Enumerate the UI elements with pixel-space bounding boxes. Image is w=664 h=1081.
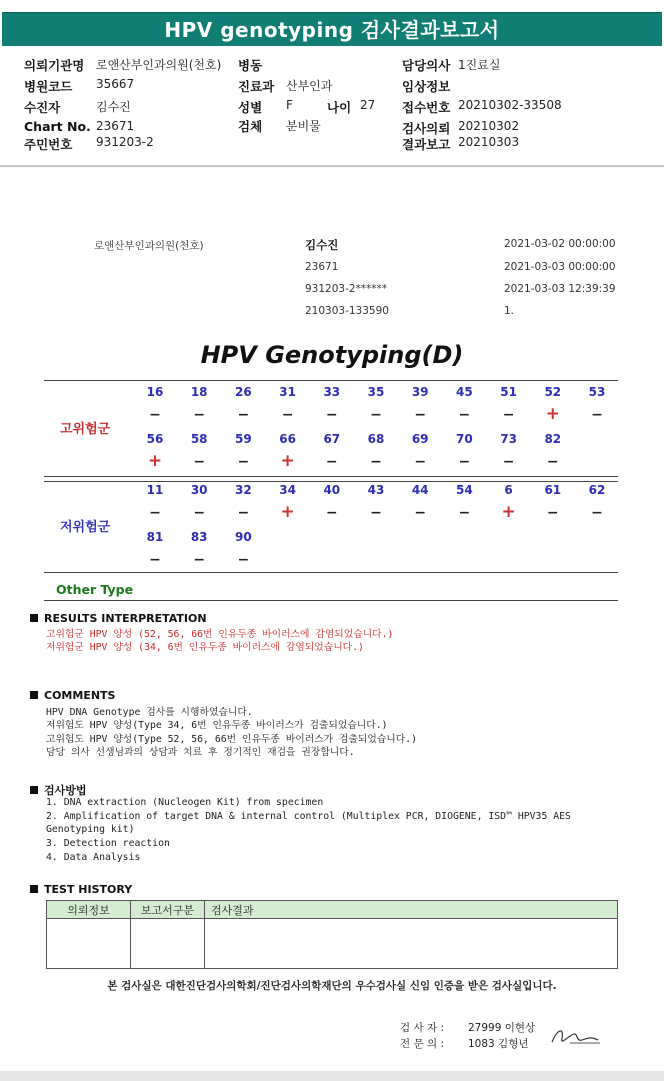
- genotype-number: 43: [367, 483, 385, 497]
- header-id: 931203-2******: [305, 283, 388, 295]
- results-line: 고위험군 HPV 양성 (52, 56, 66번 인유두종 바이러스에 감염되었습니다.): [46, 629, 394, 640]
- method-line: 3. Detection reaction: [46, 838, 170, 849]
- header-institution: 로앤산부인과의원(천호): [94, 240, 204, 252]
- genotype-negative-mark: −: [325, 454, 338, 470]
- request-label: 검사의뢰: [402, 121, 451, 136]
- genotype-positive-mark: +: [280, 502, 295, 522]
- genotype-number: 83: [190, 530, 208, 544]
- institution-value: 로앤산부인과의원(천호): [96, 58, 222, 72]
- sex-label: 성별: [238, 100, 263, 115]
- genotype-number: 26: [235, 385, 252, 399]
- genotype-negative-mark: −: [458, 505, 471, 521]
- genotype-number: 82: [544, 432, 562, 446]
- genotype-number: 35: [367, 385, 385, 399]
- genotype-negative-mark: −: [591, 407, 603, 423]
- results-heading: [30, 612, 207, 625]
- genotype-number: 54: [456, 483, 473, 497]
- footer-band: [0, 1071, 664, 1081]
- history-row: [47, 919, 618, 969]
- square-bullet-icon: [30, 614, 38, 622]
- genotype-number: 58: [190, 432, 208, 446]
- tester-value: 27999 이현상: [468, 1022, 536, 1034]
- genotype-number: 66: [279, 432, 296, 446]
- genotype-negative-mark: −: [546, 454, 559, 470]
- header-date1: 2021-03-02 00:00:00: [504, 238, 616, 250]
- comments-heading: [30, 689, 115, 702]
- genotype-negative-mark: −: [502, 454, 515, 470]
- receipt-value: 20210302-33508: [458, 98, 562, 112]
- genotype-negative-mark: −: [193, 505, 206, 521]
- patient-info-panel: [0, 48, 664, 166]
- genotype-number: 52: [544, 385, 562, 399]
- specialist-value: 1083 김형년: [468, 1038, 529, 1050]
- genotype-number: 39: [411, 385, 429, 399]
- genotype-number: 90: [235, 530, 252, 544]
- genotype-number: 11: [146, 483, 164, 497]
- specimen-label: 검체: [238, 119, 263, 134]
- doctor-label: 담당의사: [402, 58, 451, 73]
- report-title: HPV genotyping 검사결과보고서: [164, 18, 500, 42]
- genotype-negative-mark: −: [502, 407, 515, 423]
- divider: [44, 476, 618, 477]
- genotype-negative-mark: −: [281, 407, 294, 423]
- genotype-number: 59: [235, 432, 252, 446]
- divider: [44, 572, 618, 573]
- method-line: 1. DNA extraction (Nucleogen Kit) from specimen: [46, 797, 324, 808]
- specialist-label: 전 문 의 :: [400, 1038, 444, 1050]
- request-value: 20210302: [458, 119, 520, 133]
- genotype-negative-mark: −: [193, 552, 206, 568]
- divider: [44, 600, 618, 601]
- genotype-positive-mark: +: [545, 404, 560, 424]
- genotype-negative-mark: −: [370, 454, 382, 470]
- header-name: 김수진: [305, 238, 339, 252]
- genotype-number: 61: [544, 483, 562, 497]
- genotype-negative-mark: −: [237, 505, 250, 521]
- clinical-label: 임상정보: [402, 79, 451, 94]
- genotype-negative-mark: −: [193, 454, 206, 470]
- history-cell: [47, 919, 131, 969]
- genotype-negative-mark: −: [458, 454, 471, 470]
- genotype-negative-mark: −: [149, 407, 161, 423]
- history-table: [46, 900, 618, 969]
- report-document: [0, 166, 664, 1071]
- header-sample: 210303-133590: [305, 305, 389, 317]
- header-date2: 2021-03-03 00:00:00: [504, 261, 616, 273]
- genotype-negative-mark: −: [149, 505, 161, 521]
- comment-line: 담당 의사 선생님과의 상담과 치료 후 정기적인 재검을 권장합니다.: [46, 747, 355, 758]
- genotype-number: 56: [146, 432, 164, 446]
- genotype-negative-mark: −: [414, 505, 427, 521]
- history-header-row: [47, 901, 618, 919]
- genotype-positive-mark: +: [280, 451, 295, 471]
- signature-scribble-icon: [548, 1026, 604, 1048]
- comment-line: HPV DNA Genotype 검사를 시행하였습니다.: [46, 707, 253, 718]
- title-band: [2, 12, 662, 46]
- department-label: 진료과: [238, 79, 275, 94]
- receipt-label: 접수번호: [402, 100, 451, 115]
- square-bullet-icon: [30, 786, 38, 794]
- genotype-number: 6: [504, 483, 513, 497]
- examinee-label: 수진자: [24, 100, 61, 115]
- genotype-number: 18: [190, 385, 208, 399]
- genotype-negative-mark: −: [193, 407, 206, 423]
- examinee-value: 김수진: [96, 100, 131, 114]
- divider: [44, 481, 618, 482]
- history-heading-text: TEST HISTORY: [44, 883, 133, 896]
- specimen-value: 분비물: [286, 119, 321, 133]
- genotype-negative-mark: −: [414, 407, 427, 423]
- tester-label: 검 사 자 :: [400, 1022, 444, 1034]
- genotype-number: 40: [323, 483, 341, 497]
- header-date3: 2021-03-03 12:39:39: [504, 283, 616, 295]
- genotype-number: 16: [146, 385, 164, 399]
- genotype-positive-mark: +: [501, 502, 516, 522]
- genotype-number: 69: [411, 432, 429, 446]
- comments-heading-text: COMMENTS: [44, 689, 116, 702]
- genotype-negative-mark: −: [591, 505, 603, 521]
- genotype-negative-mark: −: [237, 454, 250, 470]
- genotype-negative-mark: −: [546, 505, 559, 521]
- genotype-number: 81: [146, 530, 164, 544]
- genotype-number: 30: [190, 483, 208, 497]
- doctor-value: 1진료실: [458, 58, 501, 72]
- title-bar: [0, 0, 664, 48]
- history-col-request: 의뢰정보: [47, 901, 131, 919]
- certification-note: 본 검사실은 대한진단검사의학회/진단검사의학재단의 우수검사실 신임 인증을 받은 검사실입니다.: [107, 980, 557, 992]
- age-value: 27: [360, 98, 376, 112]
- department-value: 산부인과: [286, 79, 333, 93]
- method-line: 2. Amplification of target DNA & internal control (Multiplex PCR, DIOGENE, ISD™ HPV35 AES: [46, 811, 571, 822]
- genotype-number: 45: [456, 385, 473, 399]
- other-type-label: Other Type: [56, 582, 134, 597]
- genotype-number: 51: [500, 385, 517, 399]
- divider: [44, 380, 618, 381]
- genotype-negative-mark: −: [370, 407, 382, 423]
- genotype-number: 34: [279, 483, 296, 497]
- results-line: 저위험군 HPV 양성 (34, 6번 인유두종 바이러스에 감염되었습니다.): [46, 642, 364, 653]
- results-heading-text: RESULTS INTERPRETATION: [44, 612, 207, 625]
- sex-value: F: [286, 98, 293, 112]
- genotype-negative-mark: −: [414, 454, 427, 470]
- report-date-label: 결과보고: [402, 137, 451, 152]
- history-col-type: 보고서구분: [131, 901, 205, 919]
- genotype-negative-mark: −: [325, 505, 338, 521]
- genotype-negative-mark: −: [237, 552, 250, 568]
- header-seq: 1.: [504, 305, 515, 317]
- genotype-number: 33: [323, 385, 341, 399]
- hospital-code-value: 35667: [96, 77, 135, 91]
- genotype-number: 32: [235, 483, 252, 497]
- genotype-number: 70: [456, 432, 473, 446]
- comment-line: 저위험도 HPV 양성(Type 34, 6번 인유두종 바이러스가 검출되었습니다.): [46, 720, 388, 731]
- method-line: 4. Data Analysis: [46, 852, 141, 863]
- genotype-number: 62: [588, 483, 606, 497]
- genotype-negative-mark: −: [458, 407, 471, 423]
- genotype-number: 53: [588, 385, 606, 399]
- high-risk-label: 고위험군: [60, 422, 111, 437]
- id-value: 931203-2: [96, 135, 154, 149]
- method-line: Genotyping kit): [46, 824, 135, 835]
- header-chart: 23671: [305, 261, 339, 273]
- genotype-negative-mark: −: [237, 407, 250, 423]
- hospital-code-label: 병원코드: [24, 79, 73, 94]
- report-date-value: 20210303: [458, 135, 520, 149]
- age-label: 나이: [327, 100, 352, 115]
- genotype-number: 68: [367, 432, 385, 446]
- genotyping-title: HPV Genotyping(D): [200, 341, 464, 369]
- genotype-number: 44: [411, 483, 429, 497]
- genotype-number: 67: [323, 432, 341, 446]
- square-bullet-icon: [30, 885, 38, 893]
- chart-label: Chart No.: [24, 119, 91, 134]
- genotype-negative-mark: −: [325, 407, 338, 423]
- square-bullet-icon: [30, 691, 38, 699]
- genotype-negative-mark: −: [149, 552, 161, 568]
- id-label: 주민번호: [24, 137, 73, 152]
- genotype-number: 31: [279, 385, 296, 399]
- history-heading: [30, 883, 132, 896]
- history-col-result: 검사결과: [205, 901, 618, 919]
- genotype-number: 73: [500, 432, 517, 446]
- genotype-negative-mark: −: [370, 505, 382, 521]
- genotype-positive-mark: +: [147, 451, 163, 471]
- history-cell: [131, 919, 205, 969]
- ward-label: 병동: [238, 58, 263, 73]
- low-risk-label: 저위험군: [60, 520, 111, 535]
- history-cell: [205, 919, 618, 969]
- chart-value: 23671: [96, 119, 135, 133]
- comment-line: 고위험도 HPV 양성(Type 52, 56, 66번 인유두종 바이러스가 검출되었습니다.): [46, 734, 418, 745]
- method-heading-text: 검사방법: [44, 784, 87, 797]
- institution-label: 의뢰기관명: [24, 58, 85, 73]
